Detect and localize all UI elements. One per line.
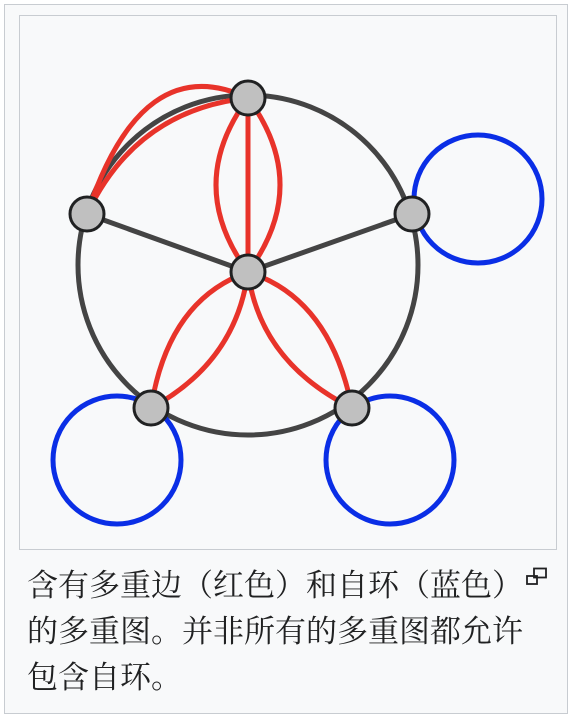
multi-edge-bottomright-arc-b	[248, 272, 352, 408]
multi-edge-topleft-outer-arc	[87, 86, 248, 214]
vertex-left	[70, 197, 104, 231]
multi-edge-top-left-arc	[216, 98, 248, 272]
vertex-top	[231, 81, 265, 115]
magnify-clip-icon[interactable]	[525, 567, 549, 589]
multigraph-image[interactable]	[19, 15, 557, 550]
vertex-center	[231, 255, 265, 289]
vertex-right	[395, 197, 429, 231]
figure-thumbnail	[4, 4, 568, 714]
multi-edge-bottomright-arc-a	[248, 272, 352, 408]
enlarge-icon	[525, 567, 549, 589]
self-loop-right	[414, 135, 542, 263]
multi-edge-bottomleft-arc-b	[151, 272, 248, 408]
figure-caption: 含有多重边（红色）和自环（蓝色）的多重图。并非所有的多重图都允许包含自环。	[27, 568, 523, 696]
vertex-bottom-right	[335, 391, 369, 425]
multi-edge-bottomleft-arc-a	[151, 272, 248, 408]
vertex-bottom-left	[134, 391, 168, 425]
multi-edge-top-right-arc	[248, 98, 280, 272]
multigraph-diagram	[20, 16, 556, 549]
